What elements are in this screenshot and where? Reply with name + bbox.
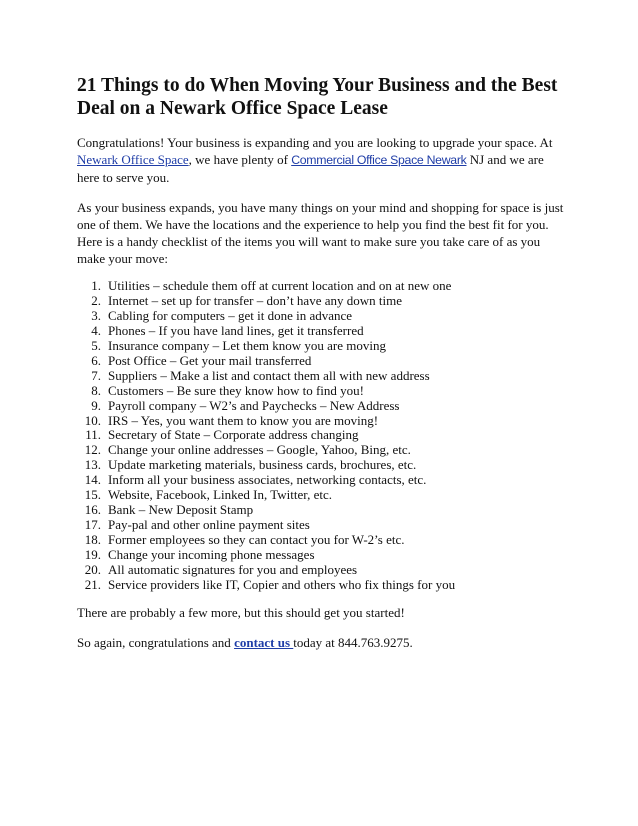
checklist-item-text: Bank – New Deposit Stamp bbox=[108, 502, 254, 518]
checklist-item-text: Customers – Be sure they know how to find you! bbox=[108, 382, 365, 398]
checklist-item-text: Post Office – Get your mail transferred bbox=[108, 352, 312, 368]
checklist-item-text: Inform all your business associates, networking contacts, etc. bbox=[108, 472, 427, 488]
closing-paragraph: There are probably a few more, but this should get you started! bbox=[77, 605, 405, 621]
intro-text-end: NJ and we are here to serve you. bbox=[77, 152, 544, 186]
checklist-item bbox=[77, 339, 567, 354]
checklist-item bbox=[77, 428, 567, 443]
checklist-item-text: All automatic signatures for you and employees bbox=[108, 561, 358, 577]
checklist-item bbox=[77, 294, 567, 309]
checklist-item-text: Secretary of State – Corporate address changing bbox=[108, 427, 359, 443]
checklist-item-number: 15. bbox=[84, 487, 101, 503]
checklist-item-number: 20. bbox=[84, 561, 101, 577]
checklist-item-number: 21. bbox=[84, 576, 101, 592]
checklist-item-number: 11. bbox=[85, 427, 101, 443]
checklist-item-text: Phones – If you have land lines, get it transferred bbox=[108, 323, 364, 339]
checklist-item-number: 8. bbox=[91, 382, 101, 398]
contact-text-end: today at 844.763.9275. bbox=[293, 634, 413, 650]
checklist-item-number: 2. bbox=[91, 293, 101, 309]
checklist-item-number: 7. bbox=[91, 367, 101, 383]
checklist-item-number: 16. bbox=[84, 502, 101, 518]
checklist-item bbox=[77, 548, 567, 563]
contact-paragraph bbox=[77, 634, 567, 651]
checklist-item-number: 3. bbox=[91, 308, 101, 324]
checklist-item-number: 10. bbox=[84, 412, 101, 428]
checklist-item bbox=[77, 503, 567, 518]
checklist-item-number: 12. bbox=[84, 442, 101, 458]
document-page bbox=[77, 74, 567, 663]
checklist-item-number: 5. bbox=[91, 338, 101, 354]
checklist-item-number: 18. bbox=[84, 531, 101, 547]
checklist-item-text: Payroll company – W2’s and Paychecks – New Address bbox=[108, 397, 400, 413]
checklist-item-text: Service providers like IT, Copier and others who fix things for you bbox=[108, 576, 456, 592]
checklist-item bbox=[77, 279, 567, 294]
intro-paragraph bbox=[77, 134, 567, 187]
checklist-item bbox=[77, 384, 567, 399]
checklist-item-text: Pay-pal and other online payment sites bbox=[108, 516, 310, 532]
checklist-item bbox=[77, 458, 567, 473]
checklist-item-text: Website, Facebook, Linked In, Twitter, etc. bbox=[108, 487, 332, 503]
commercial-office-space-link[interactable]: Commercial Office Space Newark bbox=[291, 153, 467, 168]
intro-text-middle: , we have plenty of bbox=[188, 152, 292, 168]
checklist-item bbox=[77, 354, 567, 369]
checklist-intro-paragraph: As your business expands, you have many things on your mind and shopping for space is just one of them. We have the locations and the experience to help you find the best fit for you. Here is a handy checklist of the items you will want to make sure you take care of as you make your move: bbox=[77, 199, 564, 267]
checklist-item-text: IRS – Yes, you want them to know you are moving! bbox=[108, 412, 379, 428]
checklist-item bbox=[77, 369, 567, 384]
checklist-item bbox=[77, 473, 567, 488]
checklist-item bbox=[77, 578, 567, 593]
checklist-item-text: Utilities – schedule them off at current location and on at new one bbox=[108, 278, 452, 294]
checklist-item-number: 1. bbox=[91, 278, 101, 294]
checklist-item bbox=[77, 488, 567, 503]
checklist-item bbox=[77, 443, 567, 458]
checklist-item bbox=[77, 563, 567, 578]
checklist-item-number: 4. bbox=[91, 323, 101, 339]
checklist-item-text: Update marketing materials, business cards, brochures, etc. bbox=[108, 457, 417, 473]
checklist-item bbox=[77, 399, 567, 414]
intro-text-start: Congratulations! Your business is expanding and you are looking to upgrade your space. At bbox=[77, 135, 553, 150]
checklist-item-text: Change your incoming phone messages bbox=[108, 546, 315, 562]
checklist-item-number: 6. bbox=[91, 352, 101, 368]
checklist-item bbox=[77, 324, 567, 339]
checklist-item-text: Suppliers – Make a list and contact them all with new address bbox=[108, 367, 430, 383]
newark-office-space-link[interactable]: Newark Office Space bbox=[77, 152, 189, 168]
checklist-item-text: Change your online addresses – Google, Yahoo, Bing, etc. bbox=[108, 442, 411, 458]
checklist-item-number: 19. bbox=[84, 546, 101, 562]
checklist-item-text: Former employees so they can contact you for W-2’s etc. bbox=[108, 531, 405, 547]
checklist-item-text: Internet – set up for transfer – don’t have any down time bbox=[108, 293, 402, 309]
checklist-item bbox=[77, 309, 567, 324]
document-title: 21 Things to do When Moving Your Business and the Best Deal on a Newark Office Space Lease bbox=[77, 75, 558, 119]
contact-us-link[interactable]: contact us bbox=[234, 634, 294, 650]
checklist-item-number: 17. bbox=[84, 516, 101, 532]
checklist-item bbox=[77, 533, 567, 548]
checklist-item-text: Cabling for computers – get it done in advance bbox=[108, 308, 353, 324]
checklist-item-number: 9. bbox=[91, 397, 101, 413]
checklist-item-text: Insurance company – Let them know you are moving bbox=[108, 338, 386, 354]
checklist-item bbox=[77, 414, 567, 429]
moving-checklist bbox=[77, 279, 567, 592]
checklist-item-number: 13. bbox=[84, 457, 101, 473]
contact-text-start: So again, congratulations and bbox=[77, 634, 235, 650]
checklist-item bbox=[77, 518, 567, 533]
checklist-item-number: 14. bbox=[84, 472, 101, 488]
